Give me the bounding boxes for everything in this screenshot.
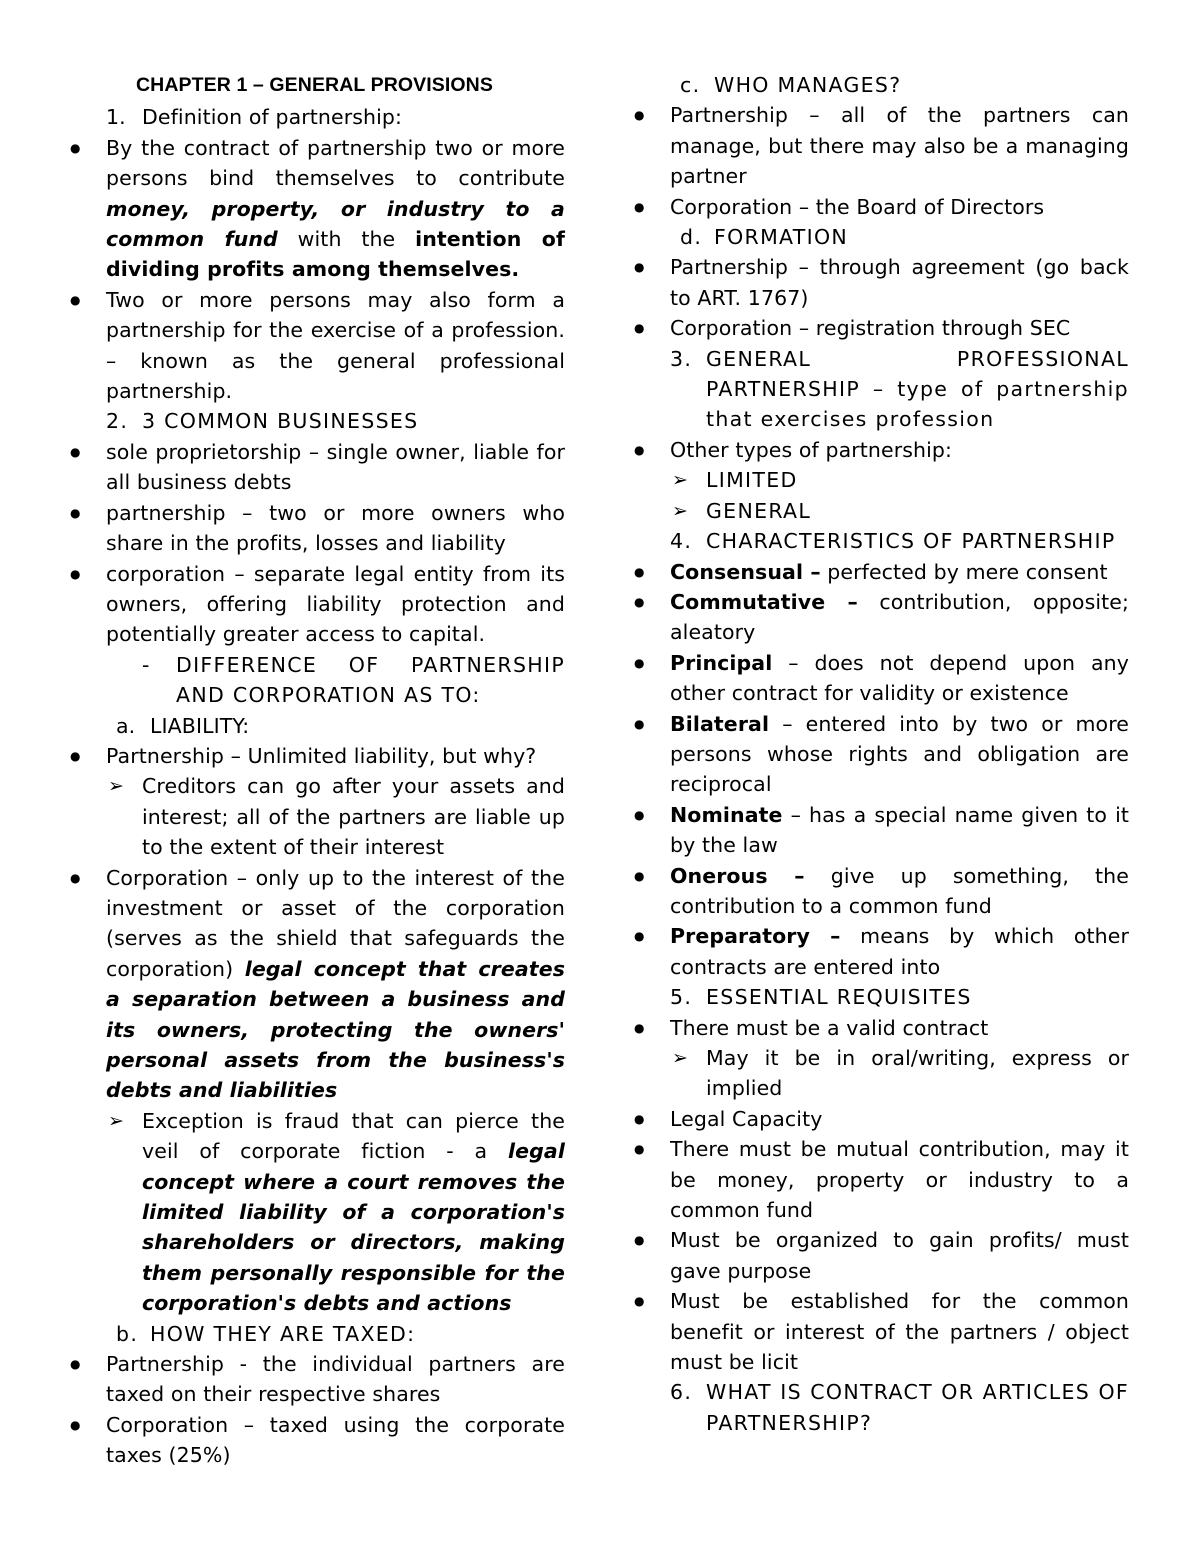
section-6 xyxy=(632,1377,1129,1438)
characteristic-term: Preparatory – xyxy=(670,924,841,949)
subsection-letter: b. xyxy=(116,1321,139,1346)
subsection-b xyxy=(68,1319,565,1349)
characteristic-item xyxy=(632,861,1129,922)
subsection-title: WHO MANAGES? xyxy=(714,73,902,97)
subsection-title: HOW THEY ARE TAXED: xyxy=(150,1321,416,1346)
section-2 xyxy=(68,406,565,436)
subsection-d xyxy=(632,222,1129,252)
characteristic-desc: – has a special name given to it by the law xyxy=(670,802,1129,858)
section-title: 3 COMMON BUSINESSES xyxy=(142,409,419,434)
list-item: ● sole proprietorship – single owner, liable for all business debts xyxy=(68,437,565,498)
section-title: WHAT IS CONTRACT OR ARTICLES OF PARTNERSHIP? xyxy=(706,1380,1129,1435)
difference-heading xyxy=(68,650,565,711)
subsection-a xyxy=(68,711,565,741)
characteristic-term: Commutative – xyxy=(670,589,858,614)
subsection-title: LIABILITY: xyxy=(150,713,250,738)
definition-bold: intention of dividing profits among themselves. xyxy=(106,227,566,282)
section-title: ESSENTIAL REQUISITES xyxy=(706,985,972,1010)
requisite-item: ● Legal Capacity xyxy=(632,1104,1129,1134)
characteristic-term: Onerous – xyxy=(670,863,805,888)
section-3 xyxy=(632,344,1129,435)
definition-item xyxy=(68,133,565,285)
right-column xyxy=(632,70,1129,1438)
requisite-item: ● There must be mutual contribution, may it be money, property or industry to a common fund xyxy=(632,1134,1129,1225)
section-number: 4. xyxy=(670,529,693,554)
arrow-item xyxy=(68,1106,565,1319)
list-item: ● Other types of partnership: xyxy=(632,435,1129,465)
list-item: ● Corporation – registration through SEC xyxy=(632,313,1129,343)
liability-text: Corporation – only up to the interest of the investment or asset of the corporation (serves as the shield that safeguards the corporation) xyxy=(106,865,565,981)
characteristic-item xyxy=(632,587,1129,648)
section-5 xyxy=(632,982,1129,1012)
subsection-letter: c. xyxy=(680,73,701,97)
list-item: ● Partnership – all of the partners can manage, but there may also be a managing partner xyxy=(632,100,1129,191)
requisite-item: ● Must be established for the common benefit or interest of the partners / object must be licit xyxy=(632,1286,1129,1377)
exception-text: Exception is fraud that can pierce the veil of corporate fiction - a xyxy=(142,1108,565,1164)
chapter-title: CHAPTER 1 – GENERAL PROVISIONS xyxy=(136,74,493,96)
dash-marker: - xyxy=(142,652,151,677)
characteristic-term: Bilateral xyxy=(670,711,770,736)
requisite-item: ● There must be a valid contract xyxy=(632,1013,1129,1043)
characteristic-desc: give up something, the contribution to a common fund xyxy=(670,863,1129,918)
subsection-c xyxy=(632,70,1129,100)
list-item: ● Partnership – Unlimited liability, but why? xyxy=(68,741,565,771)
characteristic-desc: means by which other contracts are entered into xyxy=(670,924,1129,979)
section-number: 5. xyxy=(670,985,693,1010)
list-item: ● partnership – two or more owners who share in the profits, losses and liability xyxy=(68,498,565,559)
section-number: 2. xyxy=(106,409,129,434)
exception-emphasis: legal concept where a court removes the limited liability of a corporation's shareholders or directors, making them personally responsible for the corporation's debts and actions xyxy=(142,1139,565,1316)
characteristic-term: Nominate xyxy=(670,802,783,827)
subsection-letter: d. xyxy=(680,225,703,250)
characteristic-term: Principal xyxy=(670,650,773,675)
section-title: GENERAL PROFESSIONAL PARTNERSHIP – type of partnership that exercises profession xyxy=(706,346,1129,432)
left-column xyxy=(68,70,565,1471)
arrow-item: ➢ GENERAL xyxy=(632,496,1129,526)
arrow-item: ➢ Creditors can go after your assets and interest; all of the partners are liable up to the extent of their interest xyxy=(68,771,565,862)
definition-text: By the contract of partnership two or more persons bind themselves to contribute xyxy=(106,135,565,191)
requisite-item: ● Must be organized to gain profits/ must gave purpose xyxy=(632,1225,1129,1286)
subsection-letter: a. xyxy=(116,713,136,738)
characteristic-term: Consensual – xyxy=(670,559,821,584)
characteristic-desc: – does not depend upon any other contract for validity or existence xyxy=(670,650,1129,706)
difference-text: DIFFERENCE OF PARTNERSHIP AND CORPORATION AS TO: xyxy=(176,652,565,708)
section-4 xyxy=(632,526,1129,556)
section-number: 1. xyxy=(106,105,126,130)
characteristic-item xyxy=(632,921,1129,982)
subsection-title: FORMATION xyxy=(714,225,849,250)
definition-emphasis: money, property, or industry to a common fund xyxy=(106,196,565,252)
list-item: ● corporation – separate legal entity from its owners, offering liability protection and potentially greater access to capital. xyxy=(68,559,565,650)
list-item: ● Partnership - the individual partners are taxed on their respective shares xyxy=(68,1349,565,1410)
section-number: 3. xyxy=(670,346,693,371)
list-item: ● Corporation – the Board of Directors xyxy=(632,192,1129,222)
section-number: 6. xyxy=(670,1380,693,1405)
section-1 xyxy=(68,102,565,132)
arrow-item: ➢ May it be in oral/writing, express or implied xyxy=(632,1043,1129,1104)
arrow-item: ➢ LIMITED xyxy=(632,465,1129,495)
characteristic-item xyxy=(632,709,1129,800)
characteristic-item xyxy=(632,648,1129,709)
characteristic-item xyxy=(632,800,1129,861)
definition-mid: with the xyxy=(277,227,416,252)
list-item: ● Partnership – through agreement (go back to ART. 1767) xyxy=(632,252,1129,313)
gpp-item: ● Two or more persons may also form a partnership for the exercise of a profession. – known as the general professional partnership. xyxy=(68,285,565,407)
list-item: ● Corporation – taxed using the corporate taxes (25%) xyxy=(68,1410,565,1471)
characteristic-desc: – entered into by two or more persons whose rights and obligation are reciprocal xyxy=(670,711,1129,797)
characteristic-desc: perfected by mere consent xyxy=(820,559,1108,584)
characteristic-item xyxy=(632,557,1129,587)
liability-emphasis: legal concept that creates a separation between a business and its owners, protecting the owners' personal assets from the business's debts and liabilities xyxy=(106,956,566,1103)
section-title: CHARACTERISTICS OF PARTNERSHIP xyxy=(706,529,1116,554)
characteristic-desc: contribution, opposite; aleatory xyxy=(670,589,1129,645)
section-title: Definition of partnership: xyxy=(142,105,403,130)
list-item xyxy=(68,863,565,1106)
